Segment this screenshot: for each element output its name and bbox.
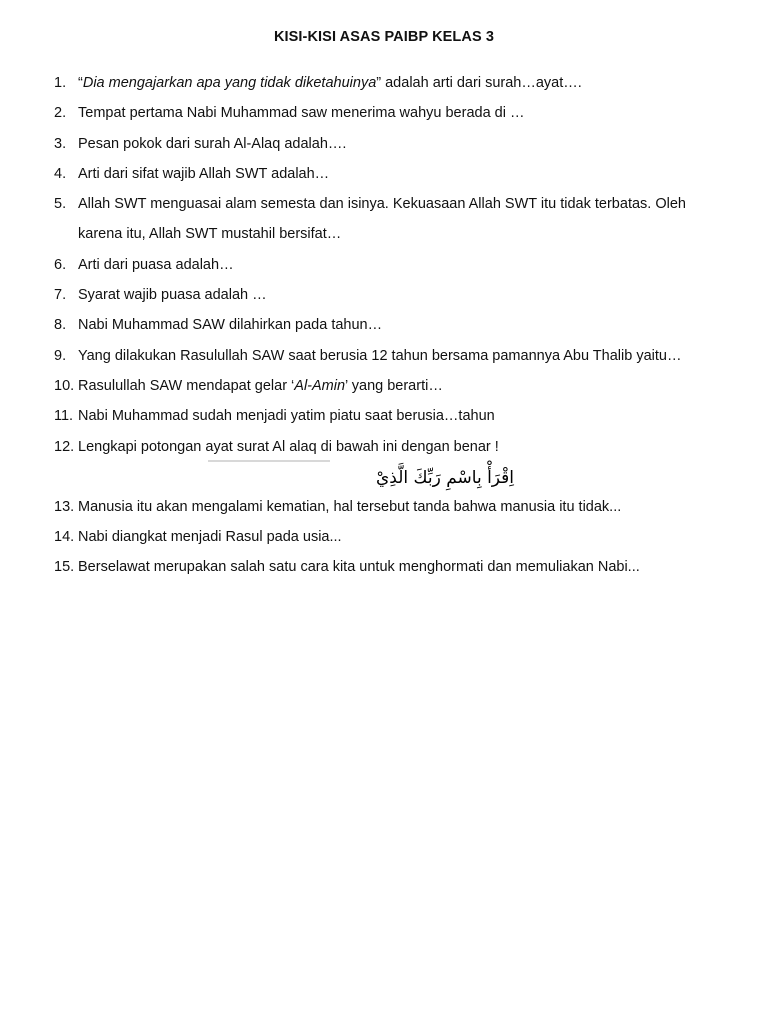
question-text: Arti dari sifat wajib Allah SWT adalah… [78, 165, 330, 182]
arabic-verse-row [54, 462, 734, 492]
question-text-part: “ [78, 75, 83, 91]
question-text: Yang dilakukan Rasulullah SAW saat berusia 12 tahun bersama pamannya Abu Thalib yaitu… [78, 347, 682, 364]
question-item-6 [54, 250, 734, 280]
question-item-10 [54, 371, 734, 401]
question-number: 15. [54, 559, 75, 576]
question-number: 9. [54, 347, 67, 364]
question-number: 2. [54, 105, 67, 122]
question-item-3 [54, 129, 734, 159]
question-number: 6. [54, 256, 67, 273]
question-number: 14. [54, 529, 75, 546]
question-text [78, 371, 734, 401]
arabic-verse-image [206, 459, 515, 493]
question-item-5 [54, 189, 734, 250]
question-number: 12. [54, 438, 75, 455]
question-text-part: Rasulullah SAW mendapat gelar ‘ [78, 377, 295, 394]
question-list [54, 68, 734, 583]
question-number: 8. [54, 317, 67, 334]
question-text: Manusia itu akan mengalami kematian, hal tersebut tanda bahwa manusia itu tidak... [78, 498, 622, 515]
question-item-7 [54, 280, 734, 310]
question-text: Allah SWT menguasai alam semesta dan isinya. Kekuasaan Allah SWT itu tidak terbatas. Oleh karena itu, Allah SWT mustahil bersifat… [78, 196, 686, 243]
question-item-11 [54, 401, 734, 431]
question-text: Berselawat merupakan salah satu cara kita untuk menghormati dan memuliakan Nabi... [78, 559, 640, 576]
question-item-4 [54, 159, 734, 189]
question-text: Lengkapi potongan ayat surat Al alaq di bawah ini dengan benar ! [78, 438, 499, 455]
question-text: Nabi diangkat menjadi Rasul pada usia... [78, 529, 342, 546]
question-item-13 [54, 492, 734, 522]
question-item-2 [54, 98, 734, 128]
arabic-verse-text: اِقْرَأْ بِاسْمِ رَبِّكَ الَّذِيْ [376, 467, 515, 488]
question-item-14 [54, 522, 734, 552]
question-text: Nabi Muhammad sudah menjadi yatim piatu saat berusia…tahun [78, 408, 495, 425]
question-text: Nabi Muhammad SAW dilahirkan pada tahun… [78, 317, 383, 334]
page-title: KISI-KISI ASAS PAIBP KELAS 3 [273, 29, 495, 45]
question-item-12 [54, 432, 734, 462]
question-number: 11. [54, 408, 74, 425]
question-number: 3. [54, 135, 67, 152]
question-number: 4. [54, 165, 67, 182]
question-text-italic: Al-Amin [294, 377, 346, 394]
question-number: 5. [54, 196, 67, 213]
question-number: 1. [54, 75, 67, 91]
question-number: 13. [54, 498, 75, 515]
arabic-verse-svg [206, 459, 515, 493]
question-item-1 [54, 68, 734, 98]
question-text: Tempat pertama Nabi Muhammad saw menerima wahyu berada di … [78, 105, 525, 122]
question-text-part: ’ yang berarti… [345, 377, 443, 394]
question-item-8 [54, 310, 734, 340]
question-text [78, 68, 734, 98]
question-text: Syarat wajib puasa adalah … [78, 287, 267, 304]
question-text-italic: Dia mengajarkan apa yang tidak diketahuinya [82, 75, 377, 91]
question-item-15 [54, 552, 734, 582]
question-number: 10. [54, 377, 75, 394]
question-text: Arti dari puasa adalah… [78, 256, 234, 273]
question-item-9 [54, 341, 734, 371]
question-text: Pesan pokok dari surah Al-Alaq adalah…. [78, 135, 347, 152]
question-number: 7. [54, 287, 67, 304]
question-text-part: ” adalah arti dari surah…ayat…. [376, 75, 582, 91]
